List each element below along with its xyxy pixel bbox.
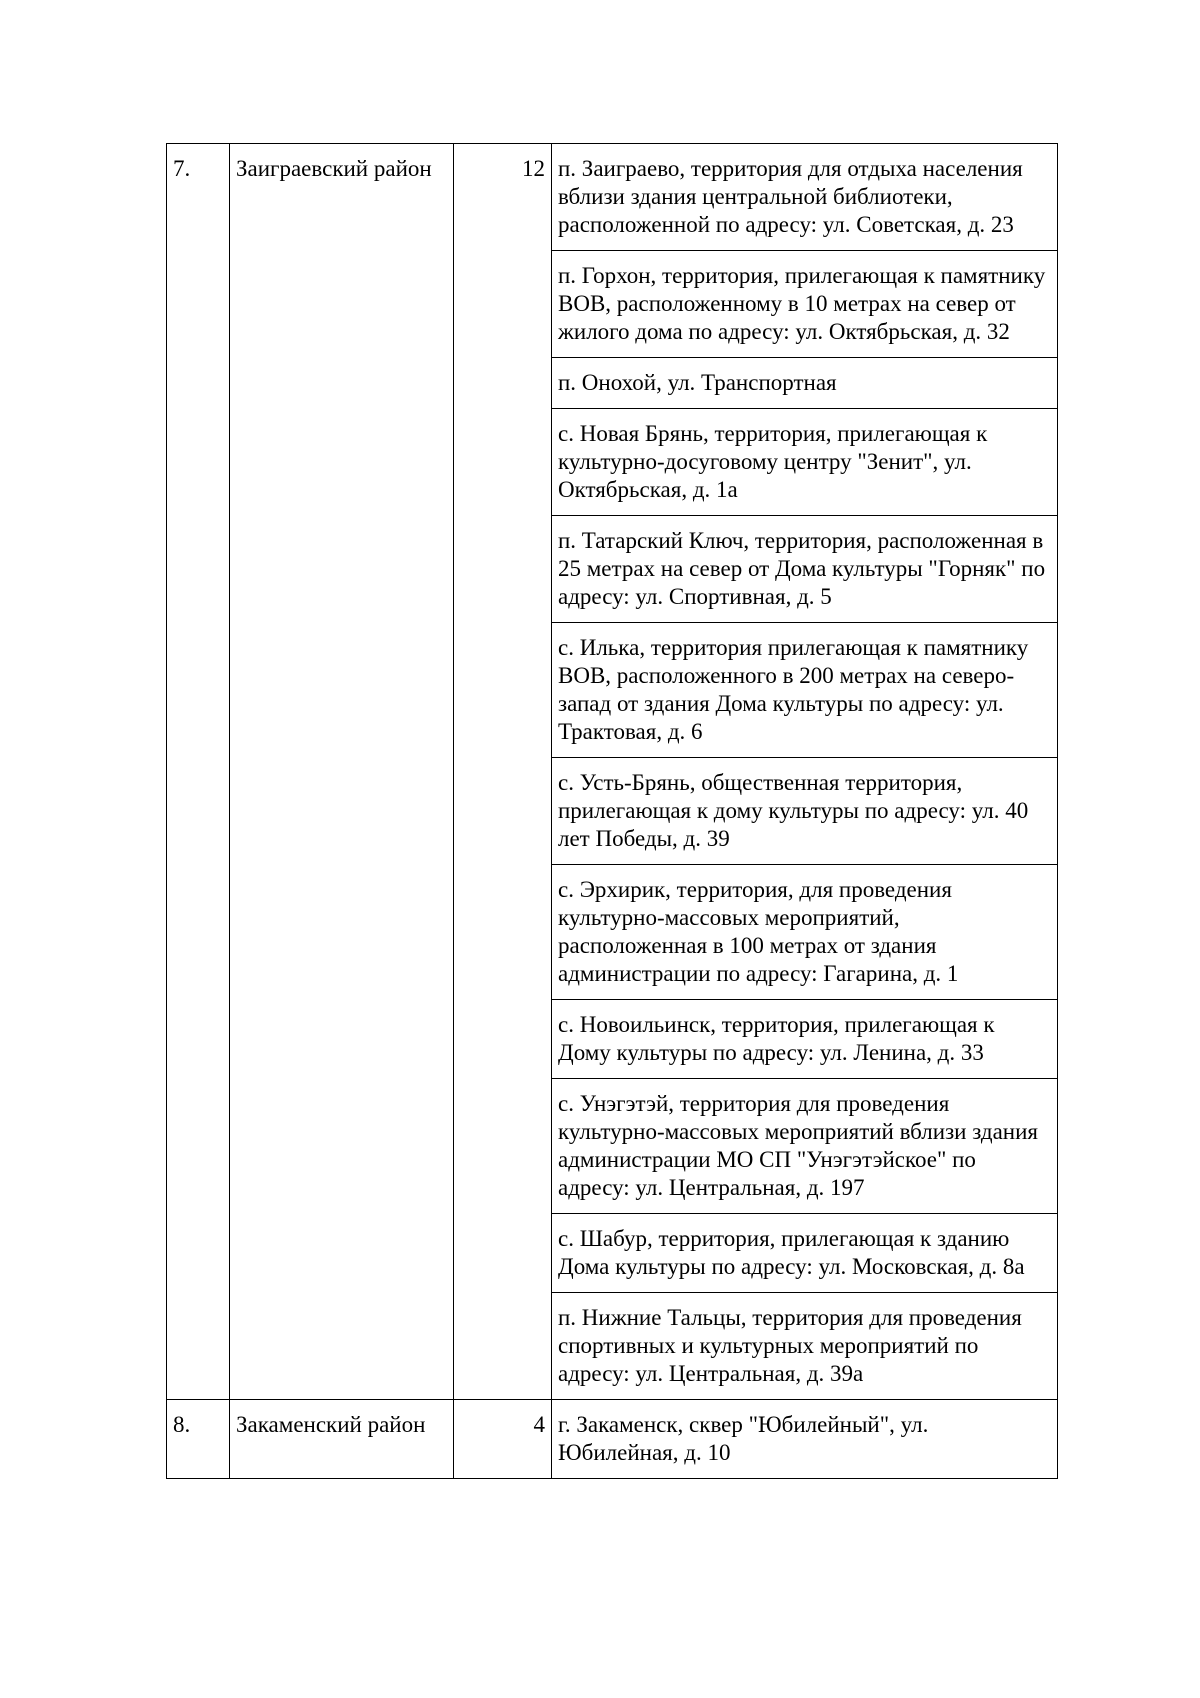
site-cell: п. Заиграево, территория для отдыха населения вблизи здания центральной библиотеки, расположенной по адресу: ул. Советская, д. 23 — [552, 144, 1058, 251]
site-cell: с. Унэгэтэй, территория для проведения культурно-массовых мероприятий вблизи здания администрации МО СП "Унэгэтэйское" по адресу: ул. Центральная, д. 197 — [552, 1079, 1058, 1214]
site-cell: с. Шабур, территория, прилегающая к зданию Дома культуры по адресу: ул. Московская, д. 8а — [552, 1214, 1058, 1293]
site-cell: с. Новая Брянь, территория, прилегающая к культурно-досуговому центру "Зенит", ул. Октябрьская, д. 1а — [552, 409, 1058, 516]
site-cell: г. Закаменск, сквер "Юбилейный", ул. Юбилейная, д. 10 — [552, 1400, 1058, 1479]
region-name: Заиграевский район — [230, 144, 454, 1400]
site-cell: п. Онохой, ул. Транспортная — [552, 358, 1058, 409]
region-number: 8. — [167, 1400, 230, 1479]
region-name: Закаменский район — [230, 1400, 454, 1479]
site-cell: п. Горхон, территория, прилегающая к памятнику ВОВ, расположенному в 10 метрах на север от жилого дома по адресу: ул. Октябрьская, д. 32 — [552, 251, 1058, 358]
table-row — [167, 144, 1058, 251]
site-cell: п. Татарский Ключ, территория, расположенная в 25 метрах на север от Дома культуры "Горняк" по адресу: ул. Спортивная, д. 5 — [552, 516, 1058, 623]
region-number: 7. — [167, 144, 230, 1400]
site-cell: п. Нижние Тальцы, территория для проведения спортивных и культурных мероприятий по адресу: ул. Центральная, д. 39а — [552, 1293, 1058, 1400]
table-row — [167, 1400, 1058, 1479]
site-cell: с. Новоильинск, территория, прилегающая к Дому культуры по адресу: ул. Ленина, д. 33 — [552, 1000, 1058, 1079]
site-count: 4 — [454, 1400, 552, 1479]
site-cell: с. Эрхирик, территория, для проведения культурно-массовых мероприятий, расположенная в 100 метрах от здания администрации по адресу: Гагарина, д. 1 — [552, 865, 1058, 1000]
site-count: 12 — [454, 144, 552, 1400]
site-cell: с. Илька, территория прилегающая к памятнику ВОВ, расположенного в 200 метрах на северо-запад от здания Дома культуры по адресу: ул. Трактовая, д. 6 — [552, 623, 1058, 758]
site-cell: с. Усть-Брянь, общественная территория, прилегающая к дому культуры по адресу: ул. 40 лет Победы, д. 39 — [552, 758, 1058, 865]
regions-table — [166, 143, 1058, 1479]
